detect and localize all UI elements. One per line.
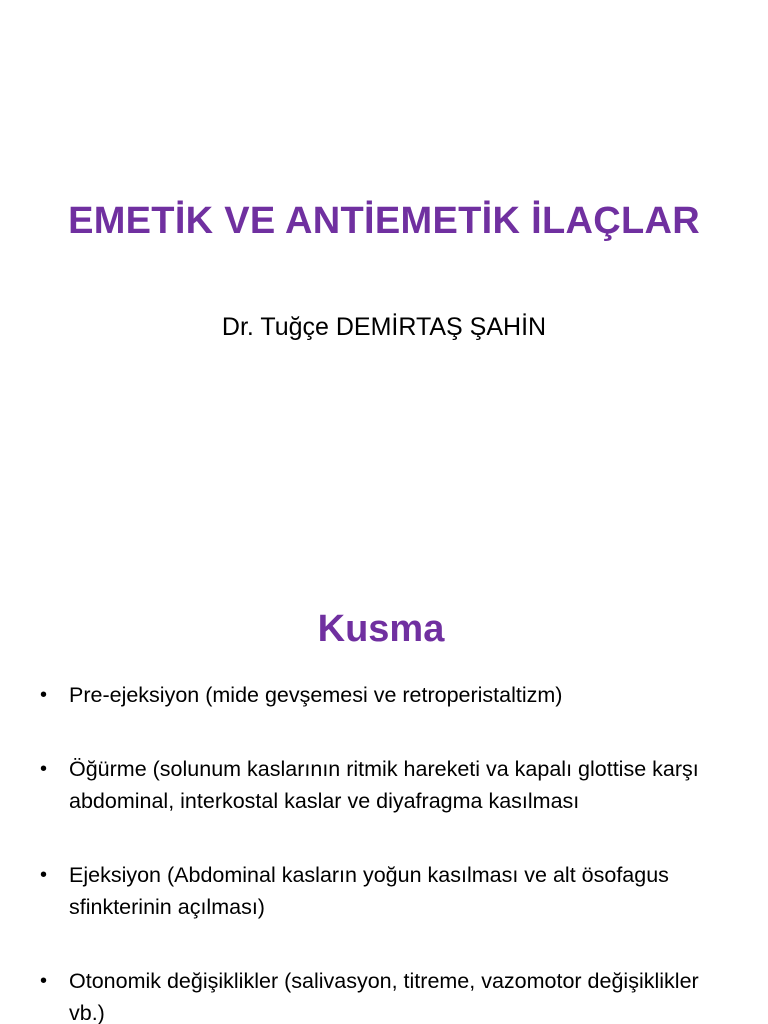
bullet-icon: • (40, 684, 48, 706)
list-item (40, 965, 740, 1024)
bullet-icon: • (40, 864, 48, 886)
presentation-title: EMETİK VE ANTİEMETİK İLAÇLAR (68, 200, 700, 242)
list-item (40, 859, 740, 923)
bullet-text: Pre-ejeksiyon (mide gevşemesi ve retroperistaltizm) (69, 683, 563, 707)
author-name: Dr. Tuğçe DEMİRTAŞ ŞAHİN (221, 313, 547, 341)
bullet-text: Otonomik değişiklikler (salivasyon, titreme, vazomotor değişiklikler vb.) (69, 969, 699, 1024)
bullet-text: Ejeksiyon (Abdominal kasların yoğun kasılması ve alt ösofagus sfinkterinin açılması) (69, 863, 669, 919)
list-item (40, 753, 740, 817)
section-title: Kusma (317, 608, 445, 650)
bullet-list (40, 679, 740, 1024)
list-item (40, 679, 740, 711)
bullet-text: Öğürme (solunum kaslarının ritmik hareketi va kapalı glottise karşı abdominal, interkostal kaslar ve diyafragma kasılması (69, 757, 699, 813)
bullet-icon: • (40, 758, 48, 780)
bullet-icon: • (40, 970, 48, 992)
